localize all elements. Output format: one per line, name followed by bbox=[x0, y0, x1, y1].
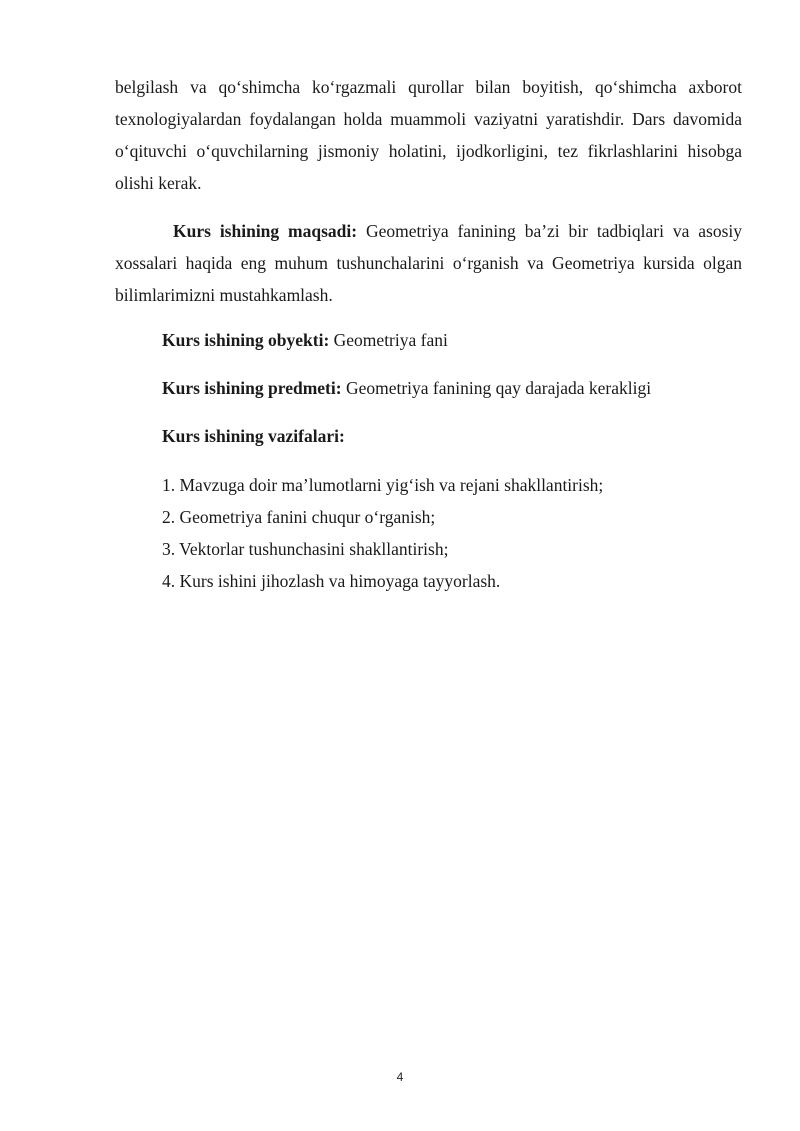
object-text: Geometriya fani bbox=[329, 330, 448, 350]
task-item-1: 1. Mavzuga doir ma’lumotlarni yig‘ish va rejani shakllantirish; bbox=[162, 475, 604, 495]
task-item-4: 4. Kurs ishini jihozlash va himoyaga tayyorlash. bbox=[162, 571, 501, 591]
purpose-paragraph bbox=[115, 215, 742, 311]
tasks-heading bbox=[162, 426, 345, 447]
task-item-2: 2. Geometriya fanini chuqur o‘rganish; bbox=[162, 507, 436, 527]
object-label: Kurs ishining obyekti: bbox=[162, 330, 330, 350]
subject-label: Kurs ishining predmeti: bbox=[162, 378, 342, 398]
subject-text: Geometriya fanining qay darajada kerakligi bbox=[341, 378, 652, 398]
subject-line bbox=[162, 378, 651, 399]
object-line bbox=[162, 330, 448, 351]
page-number: 4 bbox=[396, 1070, 404, 1084]
purpose-paragraph-text bbox=[115, 215, 742, 311]
purpose-label: Kurs ishining maqsadi: bbox=[173, 221, 358, 241]
purpose-text: Geometriya fanining ba’zi bir tadbiqlari va asosiy xossalari haqida eng muhum tushunchalarini o‘rganish va Geometriya kursida olgan bilimlarimizni mustahkamlash. bbox=[115, 221, 742, 305]
intro-paragraph-text: belgilash va qo‘shimcha ko‘rgazmali qurollar bilan boyitish, qo‘shimcha axborot texnologiyalardan foydalangan holda muammoli vaziyatni yaratishdir. Dars davomida o‘qituvchi o‘quvchilarning jismoniy holatini, ijodkorligini, tez fikrlashlarini hisobga olishi kerak. bbox=[115, 77, 742, 193]
intro-paragraph bbox=[115, 71, 742, 199]
tasks-label: Kurs ishining vazifalari: bbox=[162, 426, 345, 446]
task-item-3: 3. Vektorlar tushunchasini shakllantirish; bbox=[162, 539, 449, 559]
